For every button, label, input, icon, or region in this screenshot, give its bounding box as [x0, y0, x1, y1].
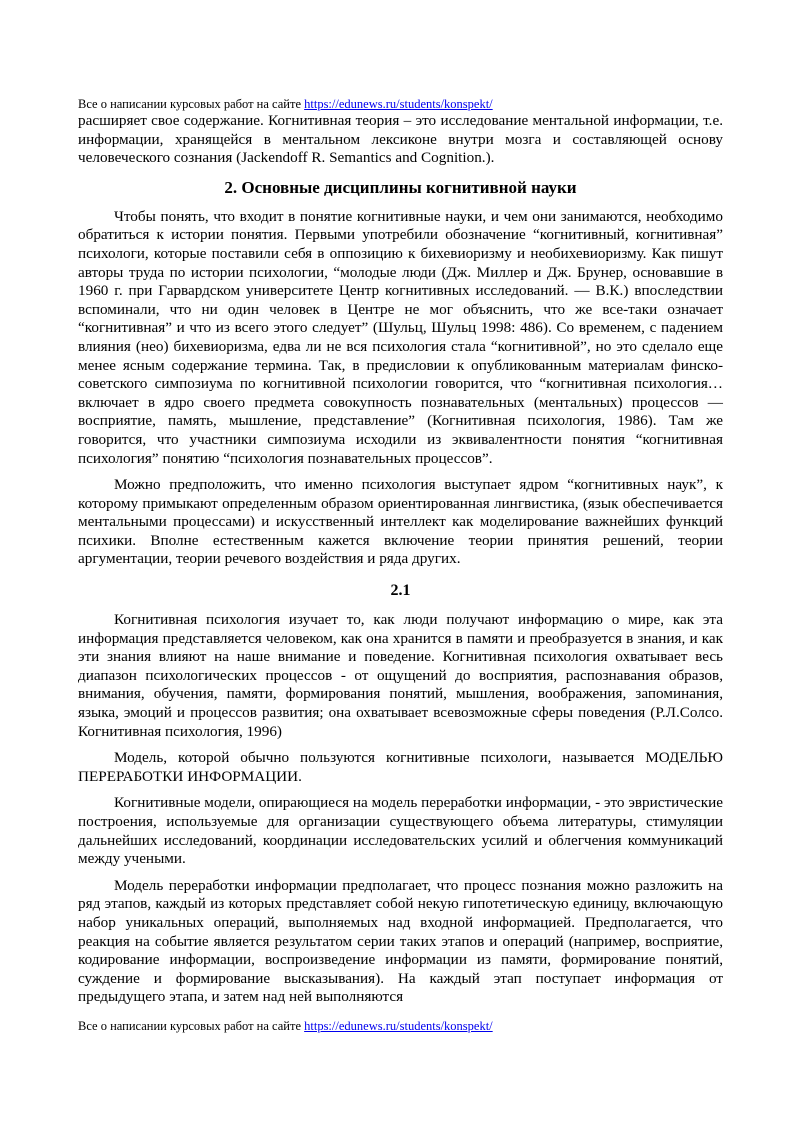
- paragraph-model-name: Модель, которой обычно пользуются когнитивные психологи, называется МОДЕЛЬЮ ПЕРЕРАБОТКИ ИНФОРМАЦИИ.: [78, 749, 723, 785]
- header-link[interactable]: https://edunews.ru/students/konspekt/: [304, 97, 493, 111]
- paragraph-history: Чтобы понять, что входит в понятие когнитивные науки, и чем они занимаются, необходимо обратиться к истории понятия. Первыми употребили обозначение “когнитивный, когнитивная” психологи, которые поставили себя в оппозицию к бихевиоризму и необихевиоризму. Как пишут авторы труда по истории психологии, “молодые люди (Дж. Миллер и Дж. Брунер, основавшие в 1960 г. при Гарвардском университете Центр когнитивных исследований. — В.К.) впоследствии вспоминали, что ни один человек в Центре не мог объяснить, что же все-таки означает “когнитивная” и что из всего этого следует” (Шульц, Шульц 1998: 486). Со временем, с падением влияния (нео) бихевиоризма, едва ли не вся психология стала “когнитивной”, но это сделало еще менее ясным содержание термина. Так, в предисловии к опубликованным материалам финско-советского симпозиума по когнитивной психологии говорится, что “когнитивная психология… включает в ядро своего предмета совокупность познавательных (ментальных) процессов — восприятие, память, мышление, представление” (Когнитивная психология, 1986). Там же говорится, что участники симпозиума исходили из эквивалентности понятия “когнитивная психология” понятию “психология познавательных процессов”.: [78, 207, 723, 467]
- document-body: [78, 112, 723, 1007]
- page-header: [78, 97, 493, 112]
- paragraph-core-psychology: Можно предположить, что именно психология выступает ядром “когнитивных наук”, к которому примыкают определенным образом ориентированная лингвистика, (язык обеспечивается ментальными процессами) и искусственный интеллект как моделирование важнейших функций психики. Вполне естественным кажется включение теории принятия решений, теории аргументации, теории речевого воздействия и ряда других.: [78, 476, 723, 568]
- intro-paragraph: расширяет свое содержание. Когнитивная теория – это исследование ментальной информации, т.е. информации, хранящейся в ментальном лексиконе внутри мозга и составляющей основу человеческого сознания (Jackendoff R. Semantics and Cognition.).: [78, 112, 723, 167]
- page-footer: [78, 1019, 493, 1034]
- header-text: Все о написании курсовых работ на сайте: [78, 97, 305, 111]
- paragraph-cognitive-psychology: Когнитивная психология изучает то, как люди получают информацию о мире, как эта информация представляется человеком, как она хранится в памяти и преобразуется в знания, и как эти знания влияют на наше внимание и поведение. Когнитивная психология охватывает весь диапазон психологических процессов - от ощущений до восприятия, распознавания образов, внимания, обучения, памяти, формирования понятий, мышления, воображения, запоминания, языка, эмоций и процессов развития; она охватывает всевозможные сферы поведения (Р.Л.Солсо. Когнитивная психология, 1996): [78, 611, 723, 740]
- paragraph-processing-model: Модель переработки информации предполагает, что процесс познания можно разложить на ряд этапов, каждый из которых представляет собой некую гипотетическую единицу, включающую набор уникальных операций, выполняемых над входной информацией. Предполагается, что реакция на событие является результатом серии таких этапов и операций (например, восприятие, кодирование информации, воспроизведение информации из памяти, формирование понятий, суждение и формирование высказывания). На каждый этап поступает информация от предыдущего этапа, и затем над ней выполняются: [78, 876, 723, 1006]
- footer-text: Все о написании курсовых работ на сайте: [78, 1019, 305, 1033]
- footer-link[interactable]: https://edunews.ru/students/konspekt/: [304, 1019, 493, 1033]
- section-heading: 2. Основные дисциплины когнитивной науки: [224, 177, 577, 197]
- paragraph-cognitive-models: Когнитивные модели, опирающиеся на модель переработки информации, - это эвристические построения, используемые для организации существующего объема литературы, стимуляции дальнейших исследований, координации исследовательских усилий и облегчения коммуникаций между учеными.: [78, 794, 723, 868]
- subsection-heading: 2.1: [390, 582, 411, 600]
